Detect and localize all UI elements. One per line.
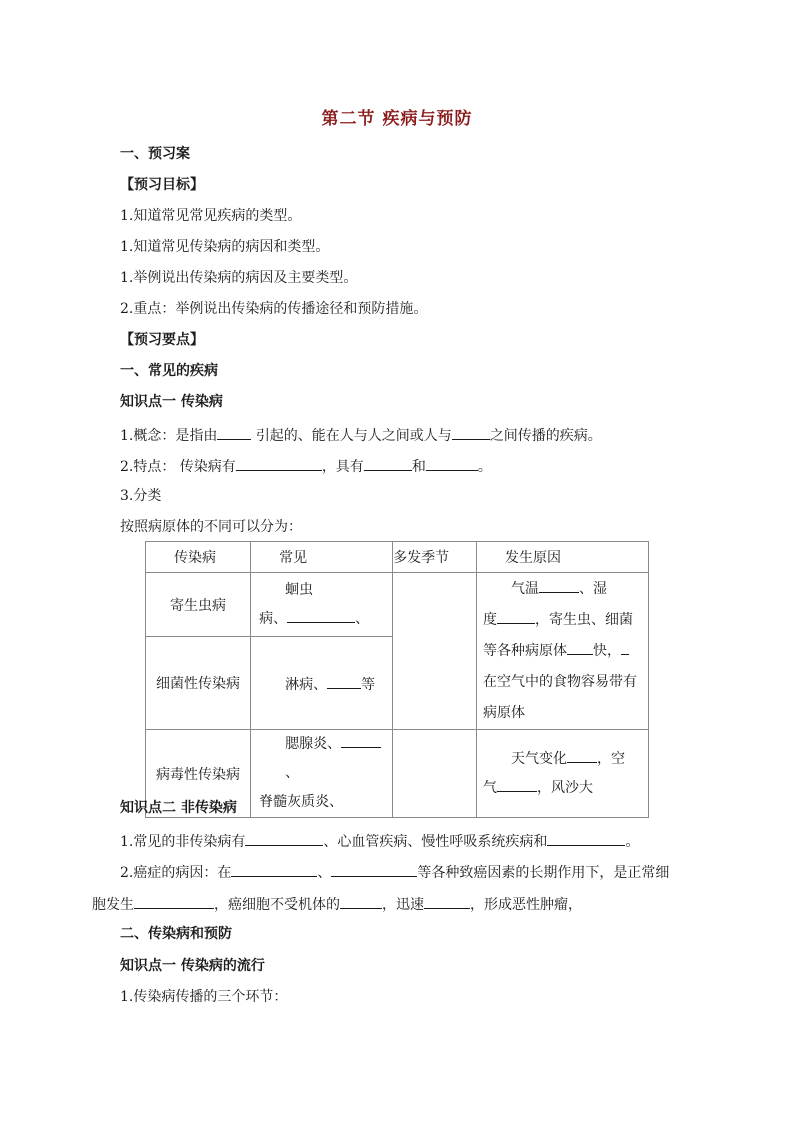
concept-text-c: 之间传播的疾病。	[489, 428, 602, 444]
noninfectious-line	[120, 830, 639, 852]
goal-item: 2.重点：举例说出传染病的传播途径和预防措施。	[120, 301, 428, 317]
fill-blank	[547, 830, 625, 846]
season-cell	[393, 573, 477, 730]
goal-item: 1.举例说出传染病的病因及主要类型。	[120, 270, 358, 286]
fill-blank	[236, 455, 322, 471]
page-title: 第二节 疾病与预防	[321, 109, 473, 129]
table-header: 多发季节	[393, 542, 477, 573]
noninf-text-c: 。	[625, 834, 640, 850]
disease-name: 病毒性传染病	[146, 730, 251, 818]
common-examples: 淋病、 等	[251, 637, 393, 730]
concept-text-b: 引起的、能在人与人之间或人与	[255, 428, 452, 444]
fill-blank	[340, 893, 382, 909]
cancer-line-2	[92, 893, 582, 915]
cancer-text-c: 等各种致癌因素的长期作用下，是正常细	[417, 865, 670, 881]
cancer-text-e: ，癌细胞不受机体的	[214, 897, 340, 913]
goals-heading: 【预习目标】	[120, 177, 204, 193]
fill-blank	[245, 830, 323, 846]
fill-blank	[424, 893, 470, 909]
part-heading-prevention: 二、传染病和预防	[120, 926, 232, 942]
feature-text-a: 2.特点： 传染病有	[120, 459, 236, 475]
cause-cell: 天气变化 ，空 气 ，风沙大	[476, 730, 648, 818]
common-examples: 蛔虫 病、 、	[251, 573, 393, 637]
section-heading-preview: 一、预习案	[120, 146, 190, 162]
fill-blank	[341, 732, 381, 748]
cancer-text-d: 胞发生	[92, 897, 134, 913]
feature-text-c: 和	[411, 459, 426, 475]
fill-blank	[327, 673, 361, 689]
fill-blank	[231, 861, 317, 877]
cancer-text-f: ，迅速	[382, 897, 424, 913]
goal-item: 1.知道常见传染病的病因和类型。	[120, 239, 330, 255]
common-examples: 腮腺炎、、 脊髓灰质炎、	[251, 730, 393, 818]
table-header: 发生原因	[476, 542, 648, 573]
table-row	[146, 573, 649, 637]
concept-text-a: 1.概念：是指由	[120, 428, 218, 444]
concept-line	[120, 424, 602, 446]
noninf-text-a: 1.常见的非传染病有	[120, 834, 246, 850]
disease-name: 细菌性传染病	[146, 637, 251, 730]
feature-text-d: 。	[477, 459, 492, 475]
fill-blank	[364, 455, 412, 471]
cancer-line-1	[120, 861, 669, 883]
feature-line	[120, 455, 492, 477]
fill-blank	[217, 424, 251, 440]
cancer-text-a: 2.癌症的病因：在	[120, 865, 232, 881]
part-heading-common-diseases: 一、常见的疾病	[120, 363, 218, 379]
noninf-text-b: 、心血管疾病、慢性呼吸系统疾病和	[323, 834, 548, 850]
table-header: 传染病	[146, 542, 251, 573]
goal-item: 1.知道常见常见疾病的类型。	[120, 208, 302, 224]
fill-blank	[287, 607, 355, 623]
disease-table	[145, 541, 649, 818]
table-header: 常见	[251, 542, 393, 573]
points-heading: 【预习要点】	[120, 332, 204, 348]
disease-name: 寄生虫病	[146, 573, 251, 637]
classify-intro: 按照病原体的不同可以分为：	[120, 519, 302, 535]
fill-blank	[134, 893, 214, 909]
feature-text-b: ，具有	[321, 459, 364, 475]
fill-blank	[331, 861, 417, 877]
transmission-links: 1.传染病传播的三个环节：	[120, 989, 288, 1005]
classify-heading: 3.分类	[120, 488, 162, 504]
knowledge-point-noninfectious: 知识点二 非传染病	[120, 800, 237, 816]
knowledge-point-infectious: 知识点一 传染病	[120, 394, 223, 410]
cancer-text-g: ，形成恶性肿瘤，	[470, 897, 582, 913]
fill-blank	[426, 455, 478, 471]
season-cell	[393, 730, 477, 818]
knowledge-point-epidemic: 知识点一 传染病的流行	[120, 958, 265, 974]
cancer-text-b: 、	[317, 865, 332, 881]
cause-cell: 气温 、湿 度 ，寄生虫、细菌 等各种病原体 快， 在空气中的食物容易带有 病原体	[476, 573, 648, 730]
fill-blank	[452, 424, 490, 440]
